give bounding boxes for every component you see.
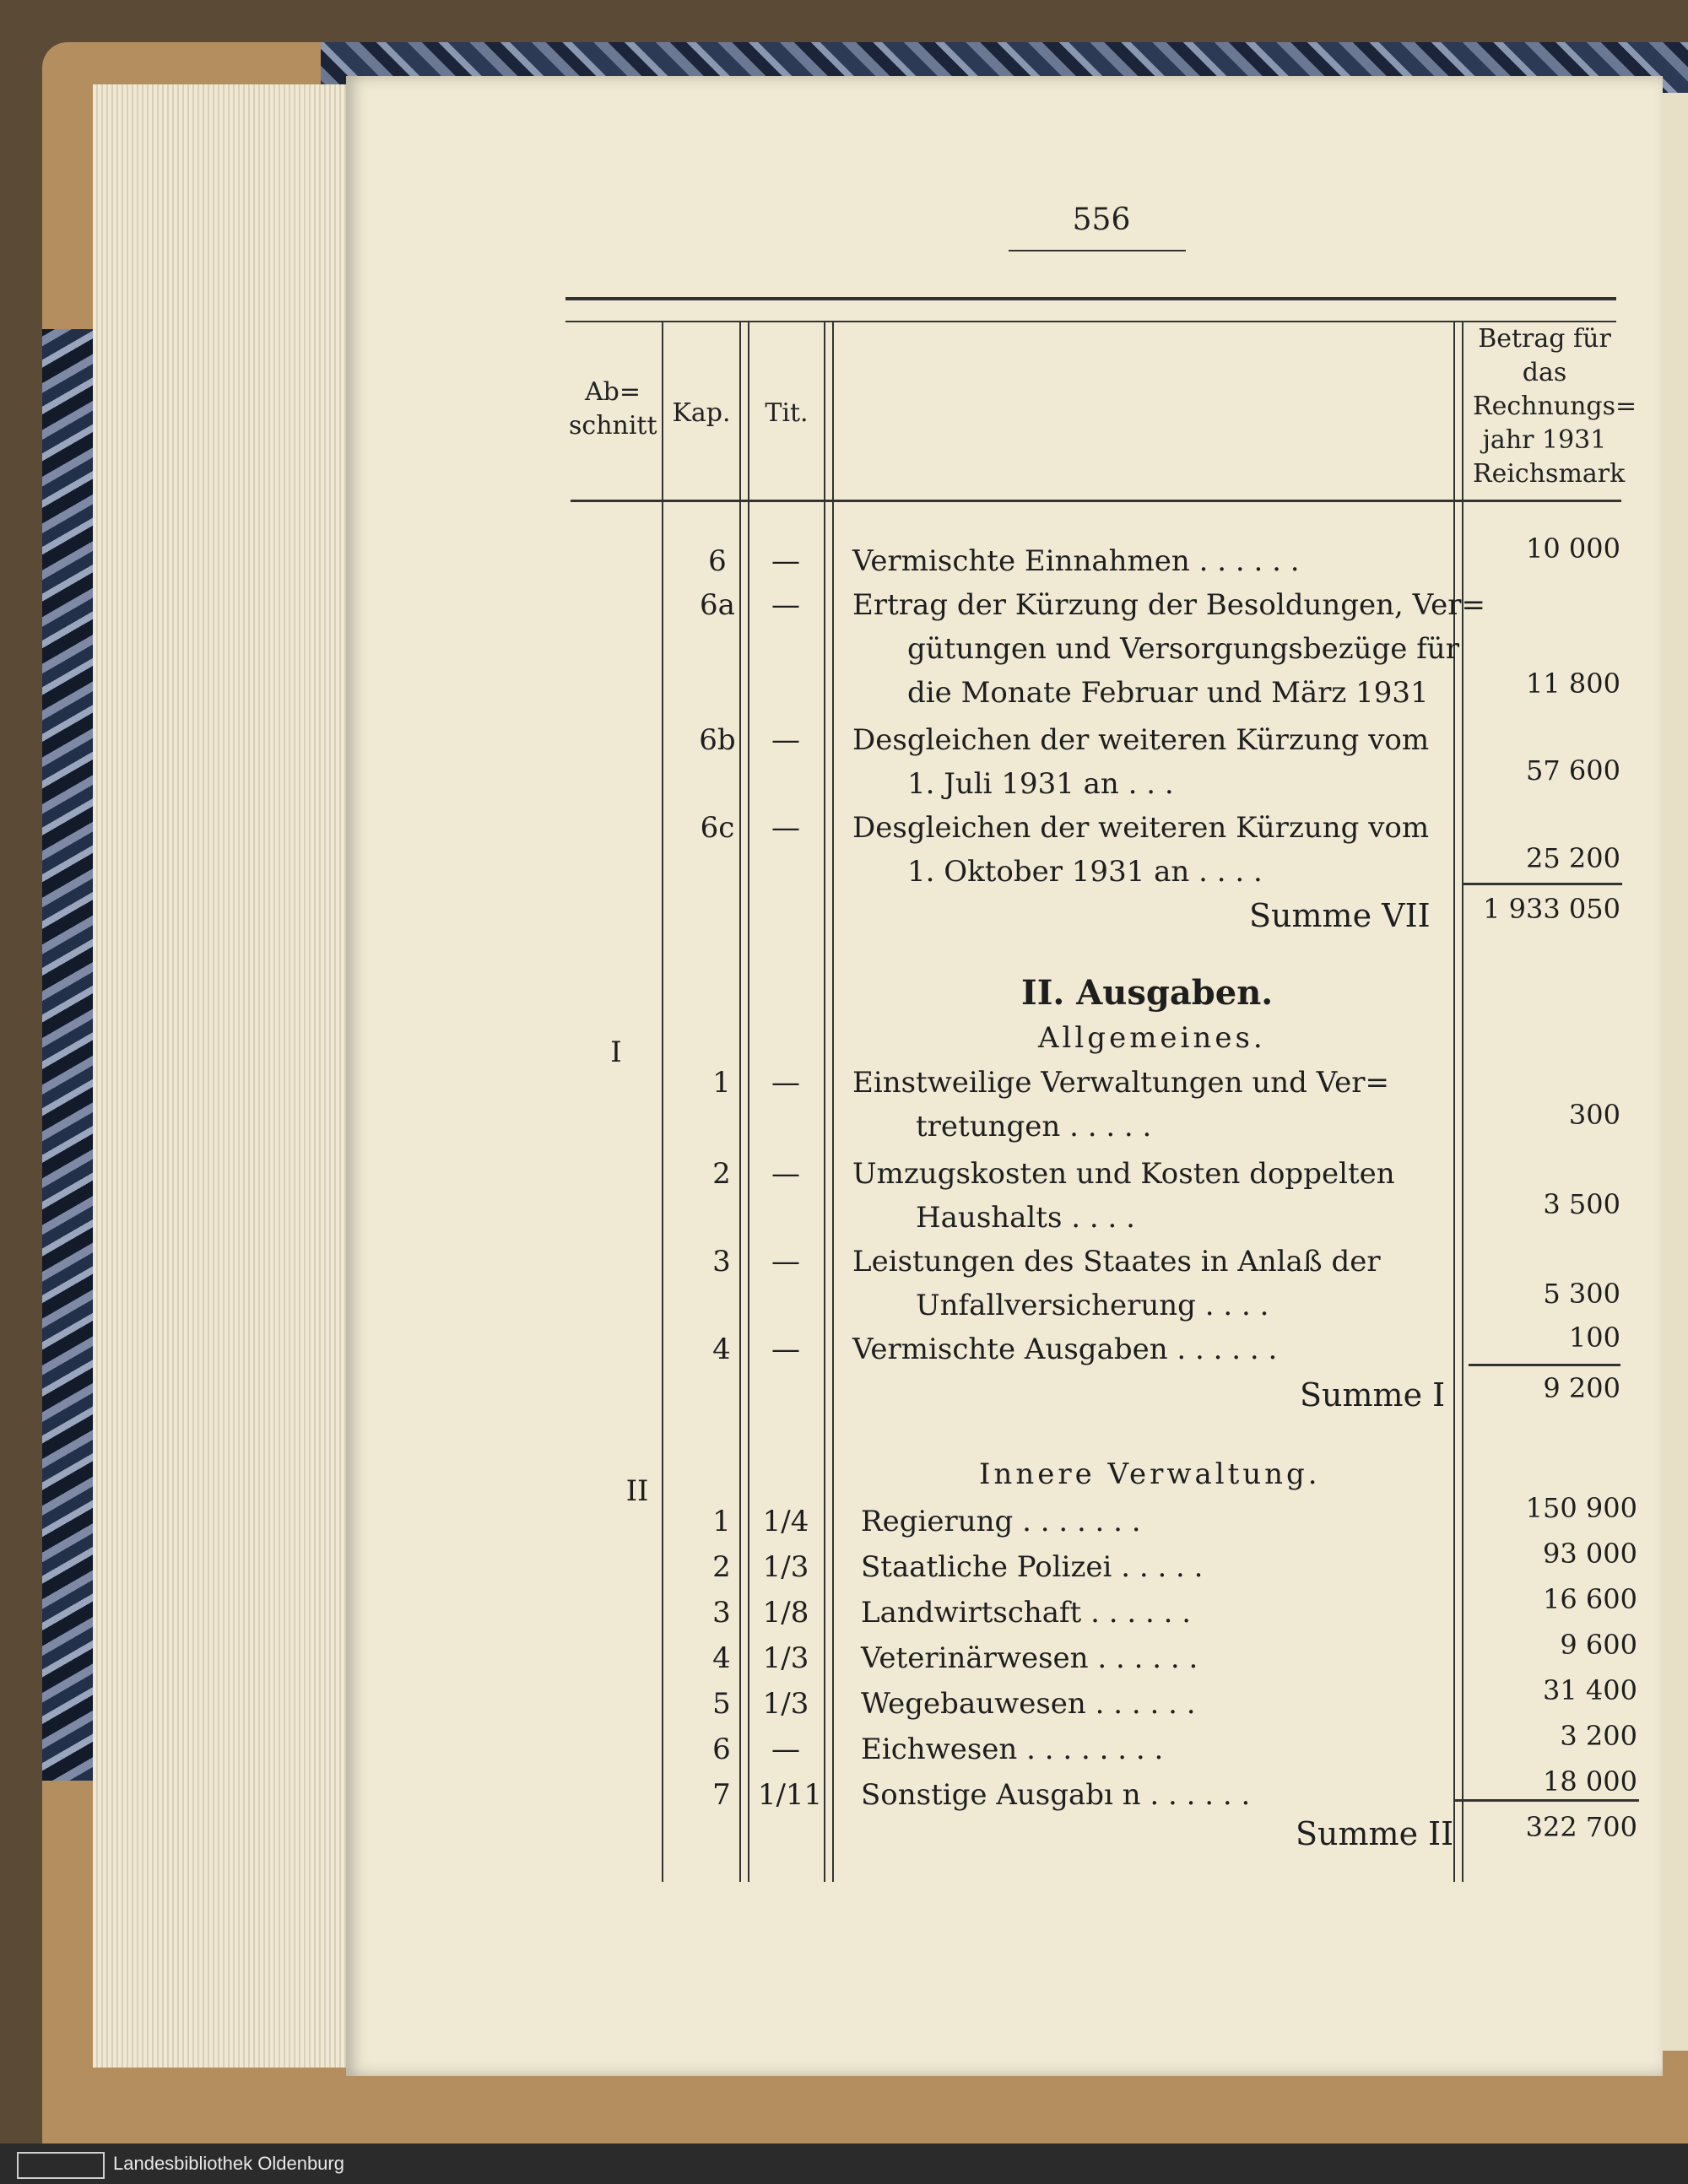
subheading-allgemeines: Allgemeines. — [1038, 1021, 1266, 1055]
summe-vii-label: Summe VII — [1249, 897, 1431, 934]
row-text: gütungen und Versorgungsbezüge für — [907, 632, 1459, 666]
table-top-rule-thin — [565, 321, 1616, 322]
amount-cell: 9 600 — [1560, 1629, 1637, 1661]
column-divider — [824, 321, 825, 1882]
kap-cell: 3 — [712, 1596, 731, 1630]
row-text: Einstweilige Verwaltungen und Ver= — [852, 1066, 1390, 1100]
kap-cell: 1 — [712, 1066, 731, 1100]
amount-cell: 31 400 — [1543, 1674, 1637, 1706]
row-text: Vermischte Einnahmen . . . . . . — [852, 544, 1300, 578]
tit-cell: — — [771, 1245, 800, 1279]
kap-cell: 1 — [712, 1505, 731, 1538]
tit-cell: — — [771, 1157, 800, 1191]
amount-cell: 25 200 — [1526, 842, 1620, 874]
kap-cell: 6c — [700, 811, 735, 845]
amount-cell: 150 900 — [1525, 1492, 1637, 1524]
tit-cell: 1/8 — [762, 1596, 809, 1630]
tit-cell: — — [771, 588, 800, 622]
abschnitt-cell: II — [625, 1474, 649, 1508]
header-kap: Kap. — [672, 398, 731, 428]
row-text: 1. Juli 1931 an . . . — [907, 767, 1174, 801]
kap-cell: 3 — [712, 1245, 731, 1279]
header-abschnitt: Ab= schnitt — [569, 377, 657, 441]
row-text: Vermischte Ausgaben . . . . . . — [852, 1333, 1278, 1366]
amount-cell: 18 000 — [1543, 1765, 1637, 1797]
row-text: Sonstige Ausgabı n . . . . . . — [861, 1778, 1251, 1812]
sum-rule — [1453, 1799, 1639, 1802]
row-text: Unfallversicherung . . . . — [916, 1289, 1269, 1322]
amount-cell: 93 000 — [1543, 1538, 1637, 1570]
row-text: Wegebauwesen . . . . . . — [861, 1687, 1196, 1721]
tit-cell: — — [771, 1733, 800, 1766]
row-text: Ertrag der Kürzung der Besoldungen, Ver= — [852, 588, 1485, 622]
tit-cell: — — [771, 1066, 800, 1100]
summe-i-label: Summe I — [1300, 1376, 1446, 1414]
footer-bar — [0, 2143, 1688, 2184]
row-text: die Monate Februar und März 1931 — [907, 676, 1429, 710]
row-text: tretungen . . . . . — [916, 1110, 1152, 1143]
amount-cell: 300 — [1568, 1099, 1620, 1131]
library-logo — [17, 2152, 105, 2179]
summe-i-amount: 9 200 — [1543, 1372, 1620, 1404]
amount-cell: 5 300 — [1543, 1278, 1620, 1310]
header-bottom-rule — [571, 500, 1621, 502]
header-betrag: Betrag für das Rechnungs= jahr 1931 Reichsmark — [1473, 324, 1637, 489]
kap-cell: 4 — [712, 1333, 731, 1366]
header-tit: Tit. — [765, 398, 809, 428]
page-edges — [93, 84, 346, 2068]
column-divider — [662, 321, 663, 1882]
row-text: Eichwesen . . . . . . . . — [861, 1733, 1164, 1766]
kap-cell: 6b — [699, 723, 736, 757]
sum-rule — [1462, 883, 1622, 885]
marbled-edge-left — [42, 329, 93, 1781]
amount-cell: 57 600 — [1526, 754, 1620, 787]
row-text: Leistungen des Staates in Anlaß der — [852, 1245, 1381, 1279]
amount-cell: 100 — [1568, 1322, 1620, 1354]
amount-cell: 16 600 — [1543, 1583, 1637, 1615]
tit-cell: 1/3 — [762, 1687, 809, 1721]
tit-cell: 1/3 — [762, 1641, 809, 1675]
kap-cell: 4 — [712, 1641, 731, 1675]
tit-cell: 1/4 — [762, 1505, 809, 1538]
tit-cell: — — [771, 544, 800, 578]
footer-label: Landesbibliothek Oldenburg — [113, 2153, 344, 2174]
row-text: Veterinärwesen . . . . . . — [861, 1641, 1198, 1675]
amount-cell: 3 200 — [1560, 1720, 1637, 1752]
row-text: Desgleichen der weiteren Kürzung vom — [852, 811, 1430, 845]
abschnitt-cell: I — [610, 1035, 622, 1069]
section-heading-ausgaben: II. Ausgaben. — [1021, 973, 1274, 1013]
tit-cell: 1/11 — [757, 1778, 823, 1812]
amount-cell: 11 800 — [1526, 668, 1620, 700]
table-top-rule — [565, 297, 1616, 300]
page-number: 556 — [1072, 203, 1131, 237]
page-number-rule — [1009, 250, 1186, 251]
subheading-innere-verwaltung: Innere Verwaltung. — [979, 1457, 1321, 1491]
amount-cell: 10 000 — [1526, 532, 1620, 565]
row-text: Landwirtschaft . . . . . . — [861, 1596, 1191, 1630]
kap-cell: 2 — [712, 1157, 731, 1191]
tit-cell: — — [771, 1333, 800, 1366]
kap-cell: 7 — [712, 1778, 731, 1812]
kap-cell: 6 — [708, 544, 727, 578]
row-text: Haushalts . . . . — [916, 1201, 1135, 1235]
summe-ii-label: Summe II — [1296, 1815, 1454, 1852]
row-text: Regierung . . . . . . . — [861, 1505, 1141, 1538]
summe-vii-amount: 1 933 050 — [1483, 893, 1620, 925]
kap-cell: 6 — [712, 1733, 731, 1766]
tit-cell: 1/3 — [762, 1550, 809, 1584]
tit-cell: — — [771, 723, 800, 757]
row-text: Staatliche Polizei . . . . . — [861, 1550, 1204, 1584]
kap-cell: 2 — [712, 1550, 731, 1584]
sum-rule — [1469, 1364, 1620, 1366]
row-text: Umzugskosten und Kosten doppelten — [852, 1157, 1395, 1191]
kap-cell: 6a — [700, 588, 735, 622]
row-text: 1. Oktober 1931 an . . . . — [907, 855, 1263, 889]
summe-ii-amount: 322 700 — [1525, 1811, 1637, 1843]
kap-cell: 5 — [712, 1687, 731, 1721]
amount-cell: 3 500 — [1543, 1188, 1620, 1220]
column-divider — [832, 321, 834, 1882]
row-text: Desgleichen der weiteren Kürzung vom — [852, 723, 1430, 757]
tit-cell: — — [771, 811, 800, 845]
